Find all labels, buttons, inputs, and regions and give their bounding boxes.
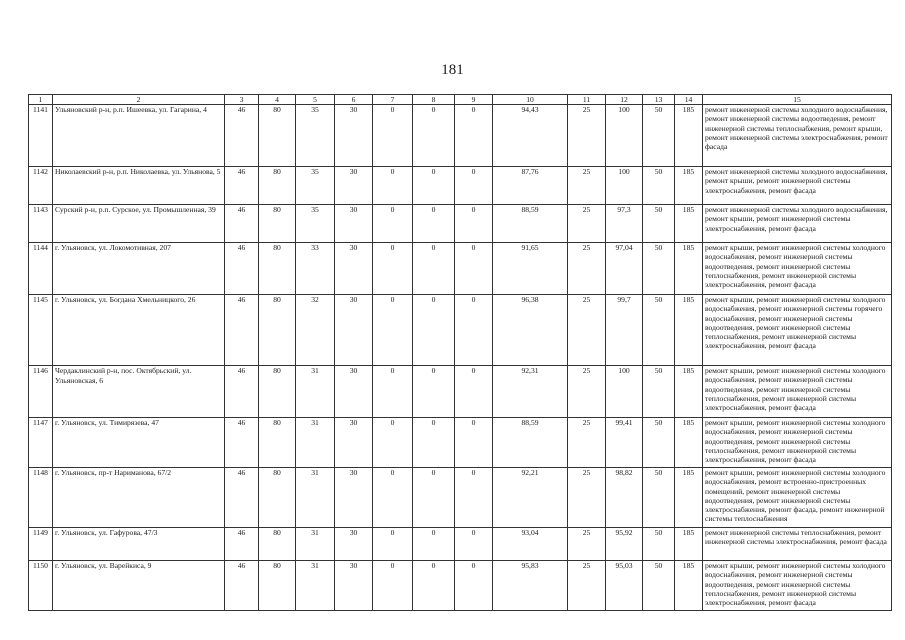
row-work-list: ремонт крыши, ремонт инженерной системы холодного водоснабжения, ремонт инженерной системы водоотведения, ремонт инженерной системы теплоснабжения, ремонт инженерной системы электроснабжения, ремонт фасада [703, 243, 892, 295]
row-value: 0 [413, 468, 455, 528]
row-value: 50 [643, 561, 675, 611]
row-value: 100 [606, 105, 643, 167]
row-value: 80 [259, 167, 296, 205]
row-value: 95,03 [606, 561, 643, 611]
row-value: 35 [296, 167, 335, 205]
row-address: г. Ульяновск, ул. Варейкиса, 9 [53, 561, 225, 611]
row-value: 185 [675, 205, 703, 243]
row-value: 30 [335, 105, 373, 167]
row-value: 31 [296, 468, 335, 528]
row-value: 0 [455, 295, 493, 366]
row-value: 0 [373, 418, 413, 468]
row-address: г. Ульяновск, пр-т Нариманова, 67/2 [53, 468, 225, 528]
row-value: 30 [335, 243, 373, 295]
row-value: 0 [413, 366, 455, 418]
table-row [29, 205, 892, 243]
row-value: 0 [455, 205, 493, 243]
row-value: 46 [225, 243, 259, 295]
header-cell: 3 [225, 95, 259, 105]
header-cell: 7 [373, 95, 413, 105]
header-cell: 13 [643, 95, 675, 105]
row-value: 0 [373, 528, 413, 561]
row-value: 0 [373, 561, 413, 611]
row-value: 33 [296, 243, 335, 295]
row-value: 95,83 [493, 561, 568, 611]
row-work-list: ремонт крыши, ремонт инженерной системы холодного водоснабжения, ремонт инженерной системы водоотведения, ремонт инженерной системы теплоснабжения, ремонт инженерной системы электроснабжения, ремонт фасада [703, 366, 892, 418]
table-row [29, 418, 892, 468]
row-number: 1143 [29, 205, 53, 243]
row-number: 1145 [29, 295, 53, 366]
row-value: 0 [413, 295, 455, 366]
row-value: 0 [373, 366, 413, 418]
row-value: 185 [675, 167, 703, 205]
row-value: 50 [643, 167, 675, 205]
header-cell: 10 [493, 95, 568, 105]
table-row [29, 528, 892, 561]
row-value: 0 [413, 418, 455, 468]
header-cell: 6 [335, 95, 373, 105]
row-value: 185 [675, 468, 703, 528]
row-value: 80 [259, 468, 296, 528]
row-value: 0 [373, 468, 413, 528]
row-value: 95,92 [606, 528, 643, 561]
row-value: 30 [335, 167, 373, 205]
table-row [29, 243, 892, 295]
row-value: 80 [259, 366, 296, 418]
row-value: 25 [568, 295, 606, 366]
header-row [29, 95, 892, 105]
row-number: 1150 [29, 561, 53, 611]
row-value: 0 [373, 105, 413, 167]
row-value: 50 [643, 295, 675, 366]
row-value: 0 [413, 528, 455, 561]
row-value: 94,43 [493, 105, 568, 167]
row-value: 31 [296, 418, 335, 468]
row-value: 46 [225, 105, 259, 167]
row-value: 50 [643, 105, 675, 167]
row-value: 30 [335, 528, 373, 561]
row-address: г. Ульяновск, ул. Локомотивная, 207 [53, 243, 225, 295]
row-value: 50 [643, 418, 675, 468]
row-address: Сурский р-н, р.п. Сурское, ул. Промышленная, 39 [53, 205, 225, 243]
row-value: 0 [455, 366, 493, 418]
row-value: 0 [373, 205, 413, 243]
row-address: г. Ульяновск, ул. Гафурова, 47/3 [53, 528, 225, 561]
row-number: 1142 [29, 167, 53, 205]
row-value: 30 [335, 418, 373, 468]
row-value: 46 [225, 295, 259, 366]
row-value: 91,65 [493, 243, 568, 295]
row-number: 1149 [29, 528, 53, 561]
row-number: 1147 [29, 418, 53, 468]
header-cell: 9 [455, 95, 493, 105]
row-work-list: ремонт инженерной системы холодного водоснабжения, ремонт инженерной системы водоотведения, ремонт инженерной системы теплоснабжения, ремонт крыши, ремонт инженерной системы электроснабжения, ремонт фасада [703, 105, 892, 167]
row-value: 46 [225, 418, 259, 468]
row-value: 80 [259, 295, 296, 366]
row-value: 31 [296, 561, 335, 611]
row-value: 46 [225, 167, 259, 205]
row-value: 0 [413, 105, 455, 167]
row-value: 88,59 [493, 418, 568, 468]
row-value: 35 [296, 105, 335, 167]
row-value: 50 [643, 366, 675, 418]
table-row [29, 105, 892, 167]
row-value: 0 [455, 528, 493, 561]
row-address: г. Ульяновск, ул. Тимирязева, 47 [53, 418, 225, 468]
row-value: 97,04 [606, 243, 643, 295]
row-value: 50 [643, 205, 675, 243]
row-value: 87,76 [493, 167, 568, 205]
row-value: 30 [335, 366, 373, 418]
row-address: г. Ульяновск, ул. Богдана Хмельницкого, 26 [53, 295, 225, 366]
row-value: 46 [225, 528, 259, 561]
row-value: 97,3 [606, 205, 643, 243]
row-value: 31 [296, 528, 335, 561]
row-value: 185 [675, 243, 703, 295]
row-value: 99,7 [606, 295, 643, 366]
row-value: 98,82 [606, 468, 643, 528]
row-value: 25 [568, 205, 606, 243]
row-number: 1144 [29, 243, 53, 295]
row-value: 25 [568, 167, 606, 205]
row-value: 80 [259, 418, 296, 468]
row-value: 25 [568, 561, 606, 611]
row-value: 46 [225, 205, 259, 243]
data-table [28, 94, 892, 611]
row-work-list: ремонт крыши, ремонт инженерной системы холодного водоснабжения, ремонт встроенно-пристроенных помещений, ремонт инженерной системы водоотведения, ремонт инженерной системы электроснабжения, ремонт фасада, ремонт инженерной системы теплоснабжения [703, 468, 892, 528]
row-value: 30 [335, 561, 373, 611]
header-cell: 2 [53, 95, 225, 105]
row-value: 0 [413, 167, 455, 205]
row-value: 96,38 [493, 295, 568, 366]
row-number: 1146 [29, 366, 53, 418]
table-row [29, 366, 892, 418]
row-value: 92,21 [493, 468, 568, 528]
row-value: 0 [413, 561, 455, 611]
row-value: 0 [413, 243, 455, 295]
row-work-list: ремонт инженерной системы теплоснабжения, ремонт инженерной системы электроснабжения, ремонт фасада [703, 528, 892, 561]
row-value: 0 [455, 418, 493, 468]
row-value: 25 [568, 528, 606, 561]
page-number: 181 [441, 62, 464, 78]
row-value: 32 [296, 295, 335, 366]
row-value: 0 [373, 167, 413, 205]
table-row [29, 468, 892, 528]
table-row [29, 295, 892, 366]
row-value: 46 [225, 366, 259, 418]
row-value: 50 [643, 243, 675, 295]
row-address: Николаевский р-н, р.п. Николаевка, ул. Ульянова, 5 [53, 167, 225, 205]
row-work-list: ремонт инженерной системы холодного водоснабжения, ремонт крыши, ремонт инженерной системы электроснабжения, ремонт фасада [703, 167, 892, 205]
row-address: Чердаклинский р-н, пос. Октябрьский, ул. Ульяновская, 6 [53, 366, 225, 418]
row-value: 31 [296, 366, 335, 418]
row-value: 99,41 [606, 418, 643, 468]
row-value: 80 [259, 105, 296, 167]
row-value: 0 [455, 243, 493, 295]
row-value: 30 [335, 468, 373, 528]
row-value: 0 [373, 295, 413, 366]
row-value: 30 [335, 295, 373, 366]
row-value: 50 [643, 468, 675, 528]
row-value: 25 [568, 366, 606, 418]
row-number: 1141 [29, 105, 53, 167]
row-work-list: ремонт крыши, ремонт инженерной системы холодного водоснабжения, ремонт инженерной системы горячего водоснабжения, ремонт инженерной системы водоотведения, ремонт инженерной системы теплоснабжения, ремонт инженерной системы электроснабжения, ремонт фасада [703, 295, 892, 366]
row-work-list: ремонт крыши, ремонт инженерной системы холодного водоснабжения, ремонт инженерной системы водоотведения, ремонт инженерной системы теплоснабжения, ремонт инженерной системы электроснабжения, ремонт фасада [703, 418, 892, 468]
row-value: 185 [675, 295, 703, 366]
row-value: 0 [455, 468, 493, 528]
row-value: 50 [643, 528, 675, 561]
row-value: 0 [455, 561, 493, 611]
table-row [29, 167, 892, 205]
row-value: 92,31 [493, 366, 568, 418]
header-cell: 4 [259, 95, 296, 105]
row-value: 185 [675, 418, 703, 468]
row-value: 0 [455, 167, 493, 205]
row-value: 25 [568, 105, 606, 167]
row-value: 35 [296, 205, 335, 243]
row-value: 80 [259, 561, 296, 611]
header-cell: 5 [296, 95, 335, 105]
row-work-list: ремонт крыши, ремонт инженерной системы холодного водоснабжения, ремонт инженерной системы водоотведения, ремонт инженерной системы теплоснабжения, ремонт инженерной системы электроснабжения, ремонт фасада [703, 561, 892, 611]
row-value: 25 [568, 468, 606, 528]
row-value: 100 [606, 167, 643, 205]
row-value: 0 [413, 205, 455, 243]
header-cell: 12 [606, 95, 643, 105]
row-value: 25 [568, 243, 606, 295]
row-value: 80 [259, 528, 296, 561]
row-value: 185 [675, 561, 703, 611]
row-work-list: ремонт инженерной системы холодного водоснабжения, ремонт крыши, ремонт инженерной системы электроснабжения, ремонт фасада [703, 205, 892, 243]
header-cell: 14 [675, 95, 703, 105]
header-cell: 15 [703, 95, 892, 105]
row-value: 30 [335, 205, 373, 243]
row-number: 1148 [29, 468, 53, 528]
row-value: 100 [606, 366, 643, 418]
row-value: 46 [225, 561, 259, 611]
row-value: 185 [675, 366, 703, 418]
row-value: 185 [675, 528, 703, 561]
row-value: 0 [455, 105, 493, 167]
row-value: 93,04 [493, 528, 568, 561]
header-cell: 11 [568, 95, 606, 105]
row-value: 25 [568, 418, 606, 468]
header-cell: 1 [29, 95, 53, 105]
row-value: 185 [675, 105, 703, 167]
header-cell: 8 [413, 95, 455, 105]
table-row [29, 561, 892, 611]
row-address: Ульяновский р-н, р.п. Ишеевка, ул. Гагарина, 4 [53, 105, 225, 167]
row-value: 80 [259, 243, 296, 295]
row-value: 46 [225, 468, 259, 528]
row-value: 80 [259, 205, 296, 243]
row-value: 0 [373, 243, 413, 295]
row-value: 88,59 [493, 205, 568, 243]
